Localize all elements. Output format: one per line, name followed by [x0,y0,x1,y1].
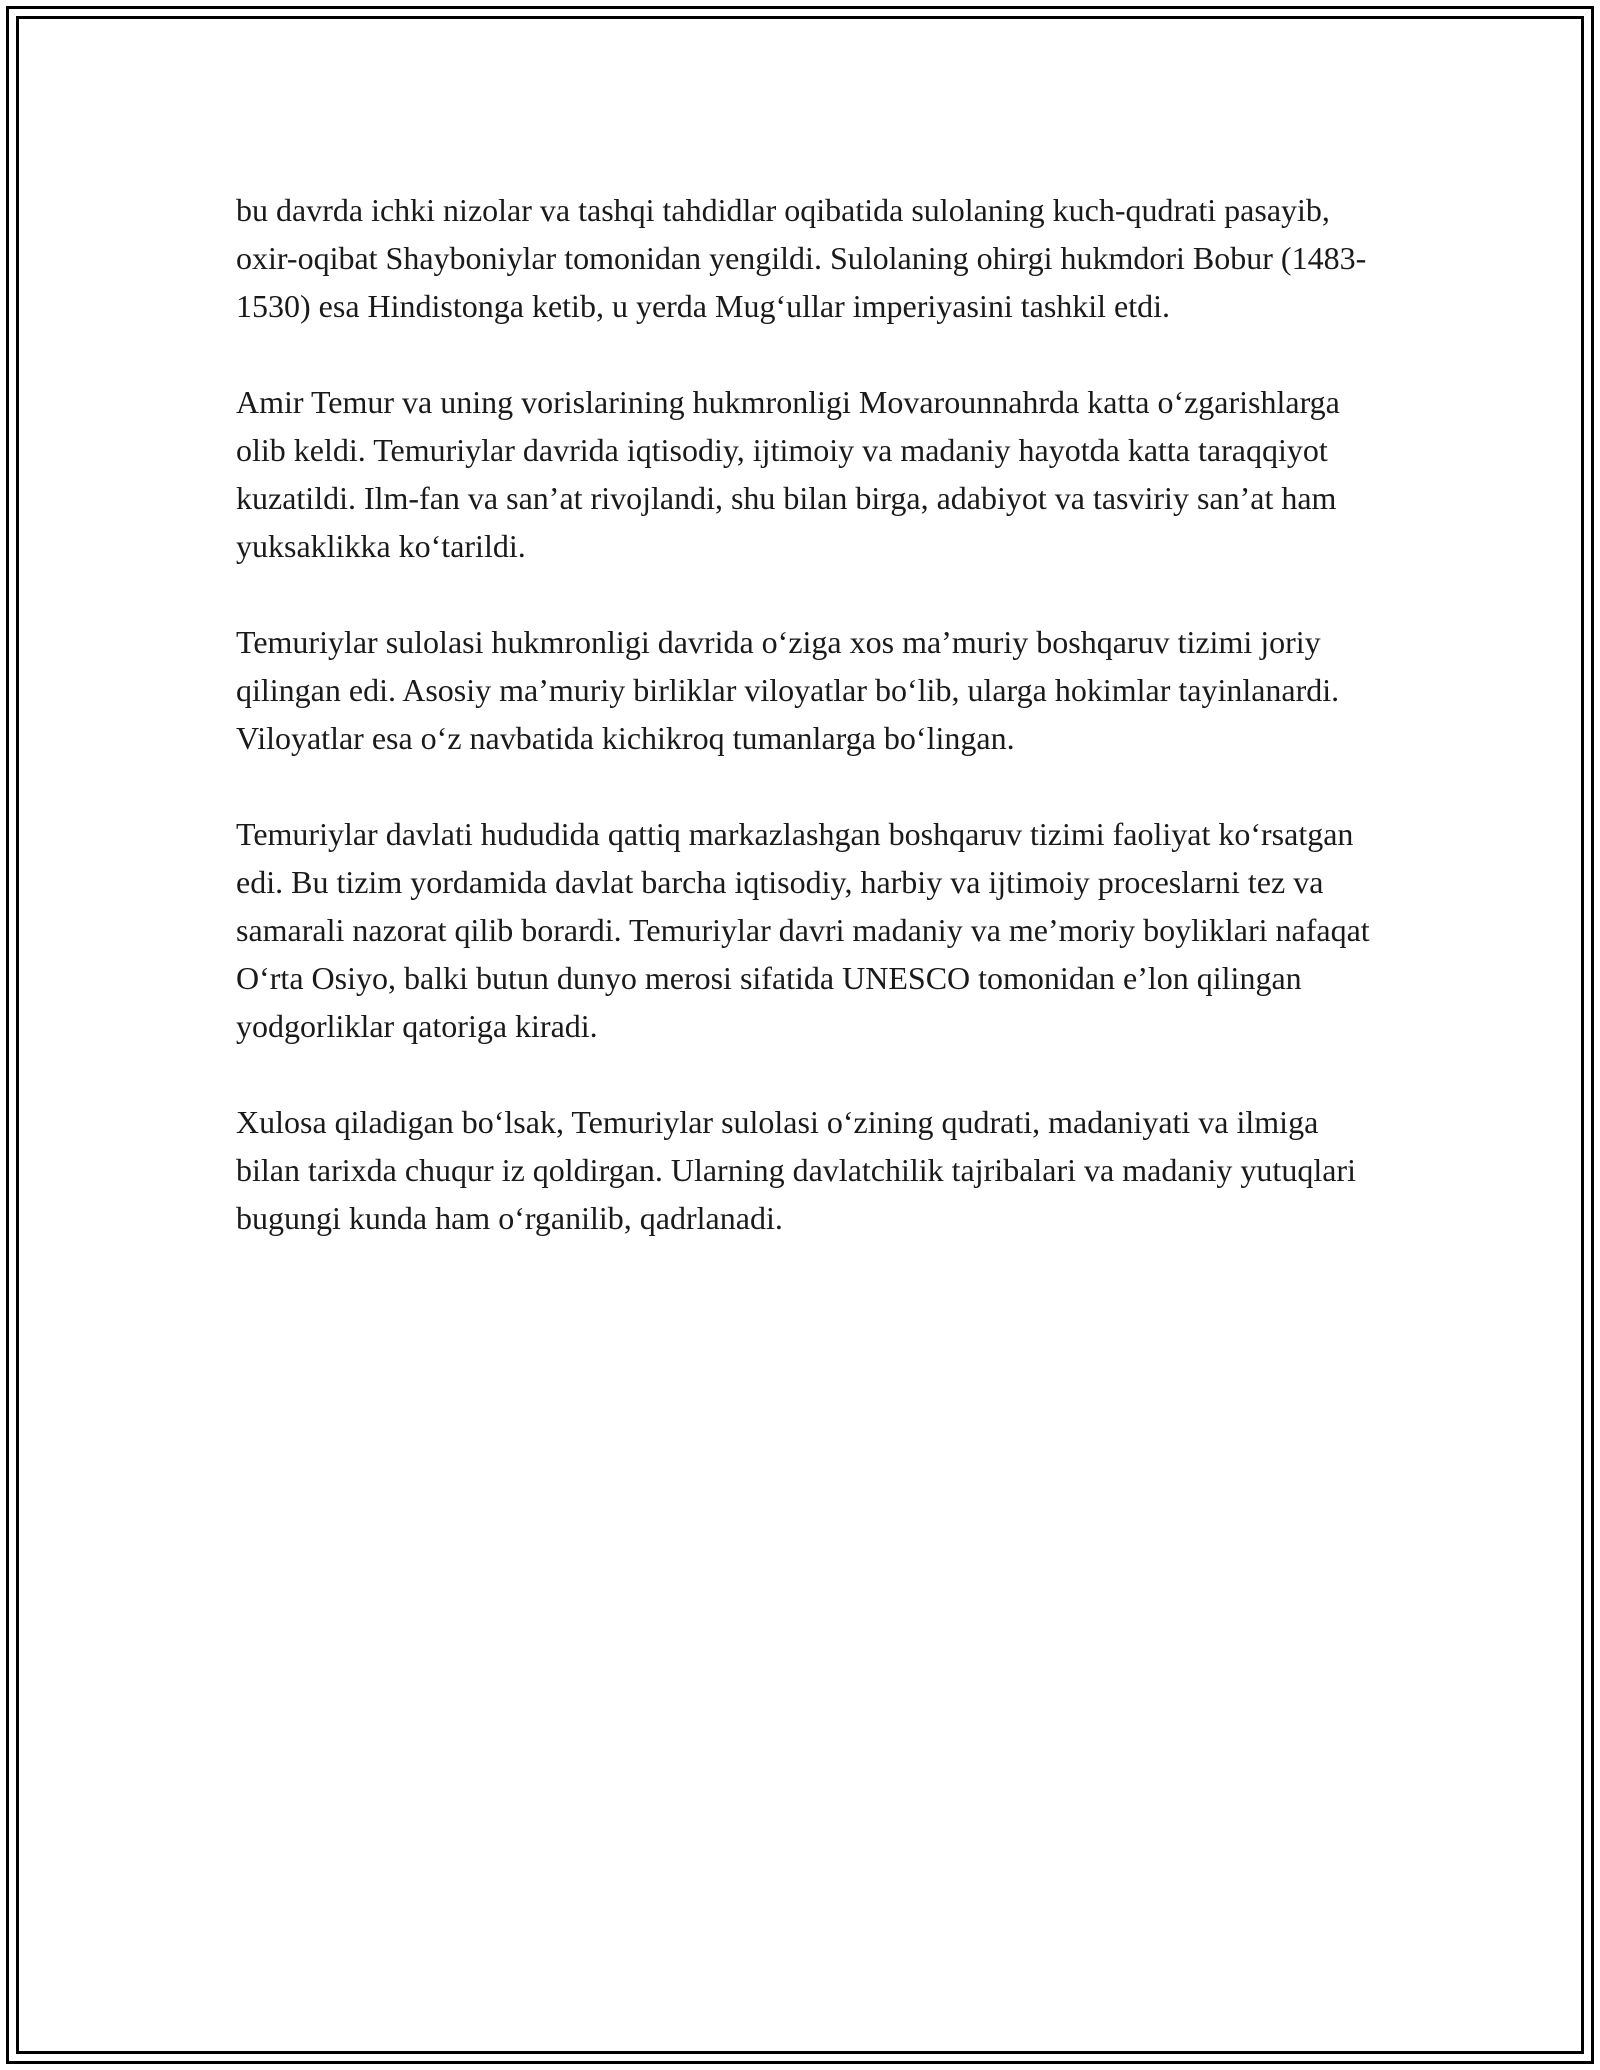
paragraph: Amir Temur va uning vorislarining hukmronligi Movarounnahrda katta o‘zgarishlarga olib keldi. Temuriylar davrida iqtisodiy, ijtimoiy va madaniy hayotda katta taraqqiyot kuzatildi. Ilm-fan va san’at rivojlandi, shu bilan birga, adabiyot va tasviriy san’at ham yuksaklikka ko‘tarildi. [236,384,1340,564]
paragraph: bu davrda ichki nizolar va tashqi tahdidlar oqibatida sulolaning kuch-qudrati pasayib, oxir-oqibat Shayboniylar tomonidan yengildi. Sulolaning ohirgi hukmdori Bobur (1483-1530) esa Hindistonga ketib, u yerda Mug‘ullar imperiyasini tashkil etdi. [236,192,1367,324]
paragraph: Xulosa qiladigan bo‘lsak, Temuriylar sulolasi o‘zining qudrati, madaniyati va ilmiga bilan tarixda chuqur iz qoldirgan. Ularning davlatchilik tajribalari va madaniy yutuqlari bugungi kunda ham o‘rganilib, qadrlanadi. [236,1104,1356,1236]
paragraph: Temuriylar davlati hududida qattiq markazlashgan boshqaruv tizimi faoliyat ko‘rsatgan edi. Bu tizim yordamida davlat barcha iqtisodiy, harbiy va ijtimoiy proceslarni tez va samarali nazorat qilib borardi. Temuriylar davri madaniy va me’moriy boyliklari nafaqat O‘rta Osiyo, balki butun dunyo merosi sifatida UNESCO tomonidan e’lon qilingan yodgorliklar qatoriga kiradi. [236,816,1370,1044]
paragraph: Temuriylar sulolasi hukmronligi davrida o‘ziga xos ma’muriy boshqaruv tizimi joriy qilingan edi. Asosiy ma’muriy birliklar viloyatlar bo‘lib, ularga hokimlar tayinlanardi. Viloyatlar esa o‘z navbatida kichikroq tumanlarga bo‘lingan. [236,624,1340,756]
document-body [236,186,1376,1290]
